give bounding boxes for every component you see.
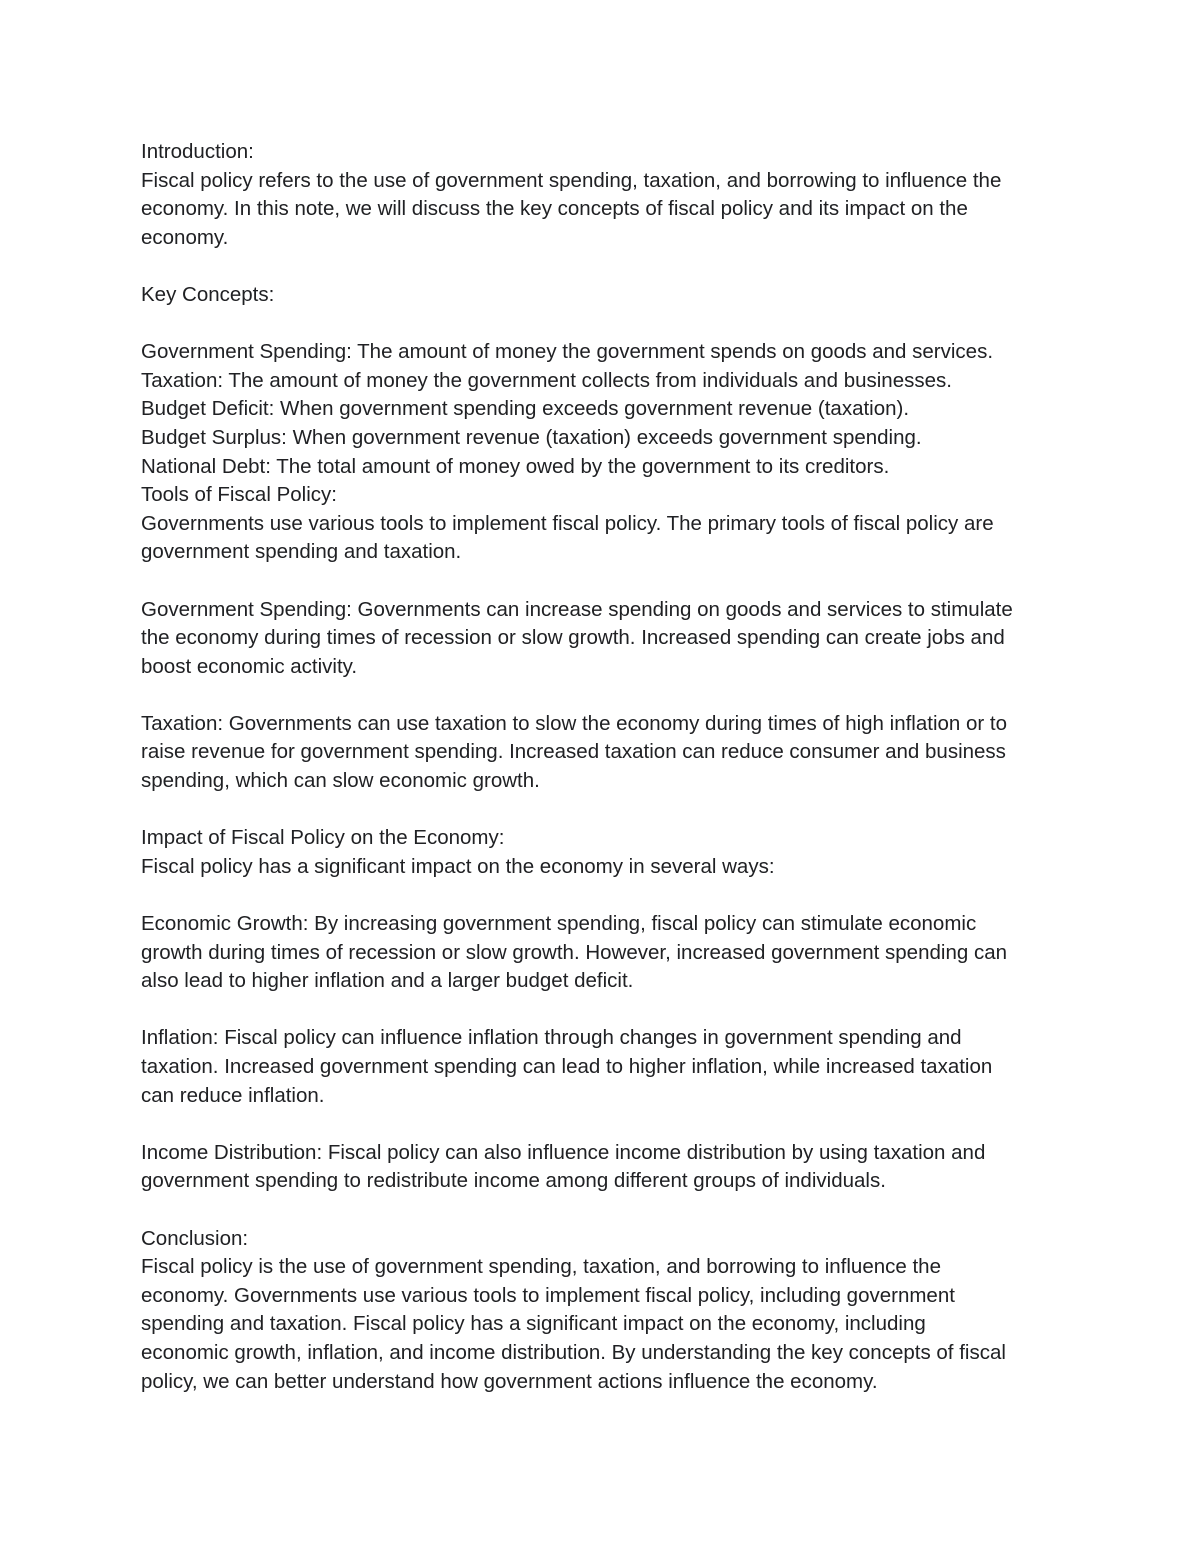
text-line: Fiscal policy refers to the use of government spending, taxation, and borrowing to influence the (141, 168, 1002, 192)
text-line: boost economic activity. (141, 654, 358, 678)
text-line: policy, we can better understand how government actions influence the economy. (141, 1369, 878, 1393)
text-line: can reduce inflation. (141, 1083, 325, 1107)
text-line: the economy during times of recession or slow growth. Increased spending can create jobs and (141, 626, 1005, 650)
blank-line (141, 796, 1071, 825)
text-line: economic growth, inflation, and income distribution. By understanding the key concepts of fiscal (141, 1340, 1006, 1364)
text-line: Budget Surplus: When government revenue (taxation) exceeds government spending. (141, 425, 922, 449)
text-line: Fiscal policy is the use of government spending, taxation, and borrowing to influence the (141, 1255, 941, 1279)
text-line: Income Distribution: Fiscal policy can also influence income distribution by using taxation and (141, 1140, 986, 1164)
text-line: Governments use various tools to implement fiscal policy. The primary tools of fiscal policy are (141, 511, 994, 535)
text-line: economy. In this note, we will discuss the key concepts of fiscal policy and its impact on the (141, 197, 968, 221)
text-line: government spending to redistribute income among different groups of individuals. (141, 1169, 886, 1193)
text-line: economy. Governments use various tools to implement fiscal policy, including government (141, 1283, 955, 1307)
text-line: Budget Deficit: When government spending exceeds government revenue (taxation). (141, 397, 910, 421)
blank-line (141, 681, 1071, 710)
blank-line (141, 1110, 1071, 1139)
heading-key-concepts: Key Concepts: (141, 282, 275, 306)
text-line: taxation. Increased government spending can lead to higher inflation, while increased taxation (141, 1055, 993, 1078)
blank-line (141, 310, 1071, 339)
blank-line (141, 252, 1071, 281)
text-line: spending and taxation. Fiscal policy has a significant impact on the economy, including (141, 1312, 926, 1336)
heading-tools: Tools of Fiscal Policy: (141, 483, 337, 507)
text-line: Government Spending: Governments can increase spending on goods and services to stimulate (141, 597, 1013, 621)
text-line: Government Spending: The amount of money the government spends on goods and services. (141, 340, 994, 364)
heading-conclusion: Conclusion: (141, 1226, 249, 1250)
text-line: spending, which can slow economic growth. (141, 769, 540, 793)
text-line: Inflation: Fiscal policy can influence inflation through changes in government spending and (141, 1026, 962, 1050)
text-line: raise revenue for government spending. Increased taxation can reduce consumer and business (141, 740, 1006, 764)
blank-line (141, 567, 1071, 596)
text-line: growth during times of recession or slow growth. However, increased government spending can (141, 940, 1007, 964)
blank-line (141, 881, 1071, 910)
text-line: economy. (141, 225, 229, 249)
heading-introduction: Introduction: (141, 140, 254, 163)
text-line: Taxation: Governments can use taxation to slow the economy during times of high inflation or to (141, 711, 1008, 735)
blank-line (141, 996, 1071, 1025)
text-line: Fiscal policy has a significant impact on the economy in several ways: (141, 854, 775, 878)
text-line: Economic Growth: By increasing government spending, fiscal policy can stimulate economic (141, 912, 977, 936)
text-line: Taxation: The amount of money the government collects from individuals and businesses. (141, 368, 952, 392)
document-page (141, 138, 1071, 1396)
heading-impact: Impact of Fiscal Policy on the Economy: (141, 826, 505, 850)
blank-line (141, 1196, 1071, 1225)
text-line: government spending and taxation. (141, 540, 462, 564)
text-line: also lead to higher inflation and a larger budget deficit. (141, 969, 634, 993)
text-line: National Debt: The total amount of money owed by the government to its creditors. (141, 454, 890, 478)
